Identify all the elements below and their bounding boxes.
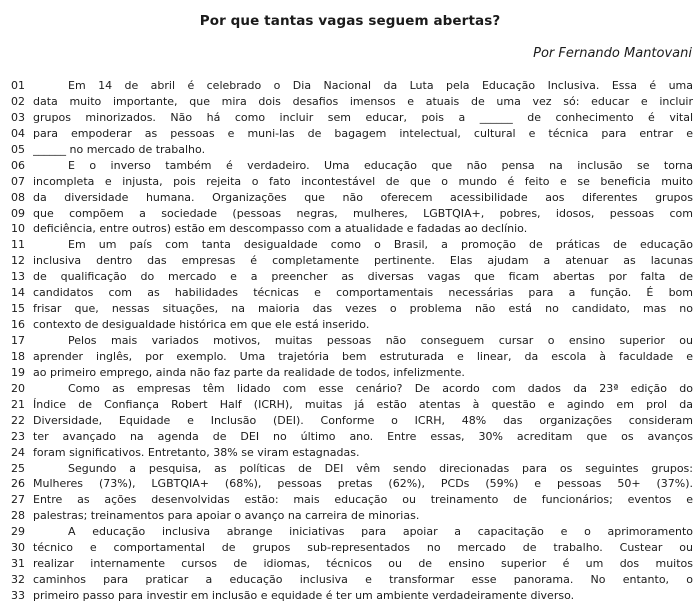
line-text: Em 14 de abril é celebrado o Dia Nacional da Luta pela Educação Inclusiva. Essa é uma [68,79,693,92]
line-number: 04 [11,126,25,140]
line-text: deficiência, entre outros) estão em descompasso com a atualidade e fadadas ao declínio. [33,222,528,236]
text-line [0,285,700,301]
text-line [0,317,700,333]
text-line [0,190,700,206]
text-line [0,461,700,477]
line-text: da diversidade humana. Organizações que não oferecem acessibilidade aos diferentes grupos [33,190,693,204]
line-text: Mulheres (73%), LGBTQIA+ (68%), pessoas pretas (62%), PCDs (59%) e pessoas 50+ (37%). [33,477,693,491]
text-line [0,476,700,492]
line-number: 16 [11,318,25,332]
line-number: 28 [11,509,25,523]
text-line [0,94,700,110]
line-number: 31 [11,557,25,571]
line-number: 21 [11,397,25,411]
line-text: grupos minorizados. Não há como incluir sem educar, pois a ______ de conhecimento é vital [33,110,693,124]
line-text: ter avançado na agenda de DEI no último ano. Entre essas, 30% acreditam que os avanços [33,429,693,443]
line-number: 06 [11,158,25,172]
line-text: incompleta e injusta, pois rejeita o fato incontestável de que o mundo é feito e se beneficia muito [33,174,693,188]
article-title: Por que tantas vagas seguem abertas? [199,13,501,29]
line-number: 03 [11,110,25,124]
text-line [0,221,700,237]
text-line [0,540,700,556]
text-line [0,445,700,461]
text-line [0,126,700,142]
text-line [0,78,700,94]
text-line [0,206,700,222]
line-text: Índice de Confiança Robert Half (ICRH), muitas já estão atentas à questão e agindo em prol da [33,397,693,411]
line-number: 09 [11,206,25,220]
line-text: Como as empresas têm lidado com esse cenário? De acordo com dados da 23ª edição do [68,381,693,395]
line-number: 01 [11,79,25,92]
line-text: inclusiva dentro das empresas é completamente pertinente. Elas ajudam a atenuar as lacunas [33,254,693,268]
line-number: 24 [11,445,25,459]
text-line [0,158,700,174]
text-line [0,508,700,524]
line-text: A educação inclusiva abrange iniciativas para apoiar a capacitação e o aprimoramento [68,525,693,539]
text-line [0,142,700,158]
line-text: Segundo a pesquisa, as políticas de DEI vêm sendo direcionadas para os seguintes grupos: [68,461,693,475]
line-text: data muito importante, que mira dois desafios imensos e atuais de uma vez só: educar e incluir [33,94,693,108]
line-text: Pelos mais variados motivos, muitas pessoas não conseguem cursar o ensino superior ou [68,334,693,347]
line-number: 20 [11,381,25,395]
text-line [0,349,700,365]
text-line [0,110,700,126]
line-number: 12 [11,254,25,268]
line-text: técnico e comportamental de grupos sub-representados no mercado de trabalho. Custear ou [33,541,693,555]
line-text: E o inverso também é verdadeiro. Uma educação que não pensa na inclusão se torna [68,158,693,172]
line-text: ao primeiro emprego, ainda não faz parte da realidade de todos, infelizmente. [33,365,465,379]
line-text: Entre as ações desenvolvidas estão: mais educação ou treinamento de funcionários; eventos e [33,493,693,507]
line-number: 27 [11,493,25,507]
text-line [0,556,700,572]
line-number: 10 [11,222,25,236]
line-text: realizar internamente cursos de idiomas, técnicos ou de ensino superior é um dos muitos [33,557,693,571]
line-number: 18 [11,349,25,363]
line-number: 11 [11,238,25,252]
line-number: 30 [11,541,25,555]
text-line [0,413,700,429]
line-number: 19 [11,365,25,379]
article-body [0,78,700,604]
line-number: 07 [11,174,25,188]
line-text: candidatos com as habilidades técnicas e comportamentais necessárias para a função. É bom [33,286,693,300]
line-number: 25 [11,461,25,475]
line-text: aprender inglês, por exemplo. Uma trajetória bem estruturada e linear, da escola à faculdade e [33,349,693,363]
line-number: 23 [11,429,25,443]
line-text: caminhos para praticar a educação inclusiva e transformar esse panorama. No entanto, o [33,573,693,587]
line-text: Diversidade, Equidade e Inclusão (DEI). Conforme o ICRH, 48% das organizações consideram [33,413,693,427]
line-number: 15 [11,302,25,316]
text-line [0,253,700,269]
text-line [0,492,700,508]
line-number: 13 [11,270,25,284]
line-text: contexto de desigualdade histórica em que ele está inserido. [33,318,370,332]
text-line [0,174,700,190]
text-line [0,237,700,253]
line-text: para empoderar as pessoas e muni-las de bagagem intelectual, cultural e técnica para entrar e [33,126,693,140]
line-text: que compõem a sociedade (pessoas negras, mulheres, LGBTQIA+, pobres, idosos, pessoas com [33,206,693,220]
line-text: ______ no mercado de trabalho. [33,142,206,156]
line-number: 17 [11,334,25,347]
text-line [0,588,700,604]
text-line [0,572,700,588]
line-number: 26 [11,477,25,491]
line-text: primeiro passo para investir em inclusão e equidade é ter um ambiente verdadeiramente diverso. [33,589,575,602]
line-number: 08 [11,190,25,204]
line-text: palestras; treinamentos para apoiar o avanço na carreira de minorias. [33,509,420,523]
article-byline: Por Fernando Mantovani [533,46,692,61]
line-text: foram significativos. Entretanto, 38% se viram estagnadas. [33,445,360,459]
line-number: 22 [11,413,25,427]
line-number: 32 [11,573,25,587]
line-number: 29 [11,525,25,539]
line-text: de qualificação do mercado e a preencher as diversas vagas que ficam abertas por falta de [33,270,693,284]
line-text: frisar que, nessas situações, na maioria das vezes o problema não está no candidato, mas no [33,302,693,316]
text-line [0,381,700,397]
text-line [0,333,700,349]
line-number: 05 [11,142,25,156]
text-line [0,365,700,381]
text-line [0,301,700,317]
line-number: 33 [11,589,25,602]
line-text: Em um país com tanta desigualdade como o Brasil, a promoção de práticas de educação [68,238,693,252]
text-line [0,397,700,413]
text-line [0,429,700,445]
line-number: 14 [11,286,25,300]
line-number: 02 [11,94,25,108]
text-line [0,269,700,285]
text-line [0,524,700,540]
